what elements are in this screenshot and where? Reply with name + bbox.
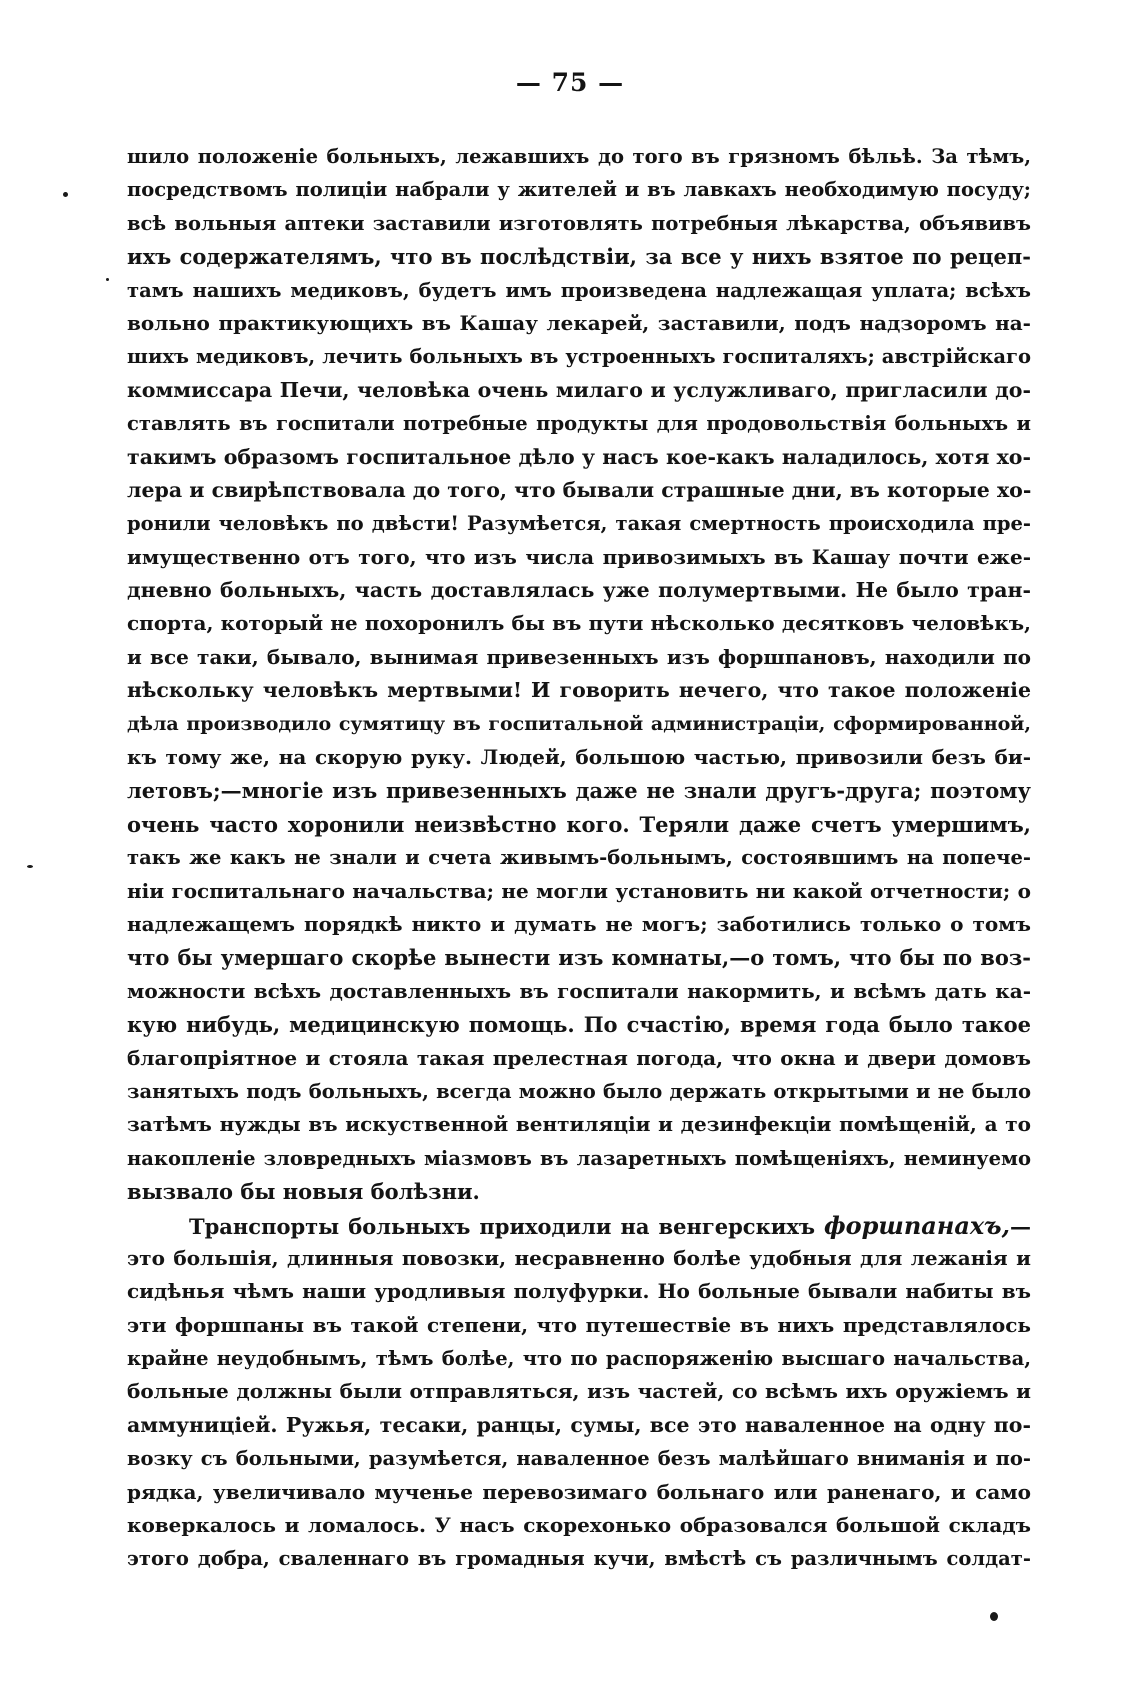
text-line: рядка, увеличивало мученье перевозимаго больнаго или раненаго, и само [127, 1479, 1031, 1504]
text-line: и все таки, бывало, вынимая привезенныхъ изъ форшпановъ, находили по [127, 644, 1031, 669]
italic-term: форшпанахъ, [824, 1210, 1010, 1240]
paragraph-1 [127, 140, 1031, 1209]
text-line: ніи госпитальнаго начальства; не могли установить ни какой отчетности; о [127, 878, 1031, 903]
text-line: больные должны были отправляться, изъ частей, со всѣмъ ихъ оружіемъ и [127, 1379, 1031, 1404]
text-line: очень часто хоронили неизвѣстно кого. Теряли даже счетъ умершимъ, [127, 811, 1031, 837]
ink-speck [27, 865, 33, 868]
text-line: ронили человѣкъ по двѣсти! Разумѣется, такая смертность происходила пре- [127, 512, 1031, 536]
text-line: ставлять въ госпитали потребные продукты для продовольствія больныхъ и [127, 412, 1031, 436]
first-line-prefix: Транспорты больныхъ приходили на венгерскихъ [189, 1213, 815, 1239]
text-line: благопріятное и стояла такая прелестная погода, что окна и двери домовъ [127, 1045, 1031, 1070]
paragraph-2-first-line [127, 1209, 1031, 1242]
text-line: нѣскольку человѣкъ мертвыми! И говорить нечего, что такое положеніе [127, 678, 1031, 703]
text-line: имущественно отъ того, что изъ числа привозимыхъ въ Кашау почти еже- [127, 544, 1031, 569]
text-line: крайне неудобнымъ, тѣмъ болѣе, что по распоряженію высшаго начальства, [127, 1347, 1031, 1371]
text-line: всѣ вольныя аптеки заставили изготовлять потребныя лѣкарства, объявивъ [127, 211, 1031, 235]
text-line: такимъ образомъ госпитальное дѣло у насъ кое-какъ наладилось, хотя хо- [127, 444, 1031, 469]
page-number: — 75 — [515, 68, 625, 97]
text-line: дневно больныхъ, часть доставлялась уже полумертвыми. Не было тран- [127, 578, 1031, 603]
text-line: занятыхъ подъ больныхъ, всегда можно было держать открытыми и не было [127, 1079, 1031, 1103]
text-line: коммиссара Печи, человѣка очень милаго и услужливаго, пригласили до- [127, 377, 1031, 402]
text-line: вольно практикующихъ въ Кашау лекарей, заставили, подъ надзоромъ на- [127, 310, 1031, 335]
body-text [127, 140, 1031, 1576]
ink-speck [63, 192, 68, 197]
ink-speck [106, 278, 109, 281]
text-line: надлежащемъ порядкѣ никто и думать не могъ; заботились только о томъ [127, 911, 1031, 936]
text-line: кую нибудь, медицинскую помощь. По счастію, время года было такое [127, 1012, 1031, 1038]
text-line: лера и свирѣпствовала до того, что бывали страшные дни, въ которые хо- [127, 477, 1031, 502]
text-line: вызвало бы новыя болѣзни. [127, 1179, 480, 1205]
text-line: спорта, который не похоронилъ бы въ пути нѣсколько десятковъ человѣкъ, [127, 611, 1031, 636]
text-line: коверкалось и ломалось. У насъ скорехонько образовался большой складъ [127, 1513, 1031, 1538]
text-line: къ тому же, на скорую руку. Людей, большою частью, привозили безъ би- [127, 745, 1031, 770]
text-line: такъ же какъ не знали и счета живымъ-больнымъ, состоявшимъ на попече- [127, 846, 1031, 870]
text-line: это большія, длинныя повозки, несравненно болѣе удобныя для лежанія и [127, 1245, 1031, 1270]
text-line: этого добра, сваленнаго въ громадныя кучи, вмѣстѣ съ различнымъ солдат- [127, 1547, 1031, 1571]
text-line: аммуниціей. Ружья, тесаки, ранцы, сумы, все это наваленное на одну по- [127, 1412, 1031, 1437]
text-line: что бы умершаго скорѣе вынести изъ комнаты,—о томъ, что бы по воз- [127, 945, 1031, 971]
text-line: возку съ больными, разумѣется, наваленное безъ малѣйшаго вниманія и по- [127, 1447, 1031, 1471]
text-line: дѣла производило сумятицу въ госпитальной администраціи, сформированной, [127, 712, 1031, 735]
text-line: эти форшпаны въ такой степени, что путешествіе въ нихъ представлялось [127, 1312, 1031, 1337]
text-line: шихъ медиковъ, лечить больныхъ въ устроенныхъ госпиталяхъ; австрійскаго [127, 345, 1031, 369]
ink-speck [990, 1612, 998, 1621]
text-line: можности всѣхъ доставленныхъ въ госпитали накормить, и всѣмъ дать ка- [127, 978, 1031, 1003]
text-line: летовъ;—многіе изъ привезенныхъ даже не знали другъ-друга; поэтому [127, 778, 1031, 804]
text-line: тамъ нашихъ медиковъ, будетъ имъ произведена надлежащая уплата; всѣхъ [127, 278, 1031, 302]
text-line: посредствомъ полиціи набрали у жителей и въ лавкахъ необходимую посуду; [127, 178, 1031, 202]
text-line: накопленіе зловредныхъ міазмовъ въ лазаретныхъ помѣщеніяхъ, неминуемо [127, 1146, 1031, 1170]
text-line: шило положеніе больныхъ, лежавшихъ до того въ грязномъ бѣльѣ. За тѣмъ, [127, 145, 1031, 168]
first-line-dash: — [1010, 1213, 1031, 1239]
paragraph-2 [127, 1209, 1031, 1576]
text-line: сидѣнья чѣмъ наши уродливыя полуфурки. Но больные бывали набиты въ [127, 1279, 1031, 1304]
text-line: затѣмъ нужды въ искуственной вентиляціи и дезинфекціи помѣщеній, а то [127, 1112, 1031, 1137]
text-line: ихъ содержателямъ, что въ послѣдствіи, за все у нихъ взятое по рецеп- [127, 244, 1031, 270]
